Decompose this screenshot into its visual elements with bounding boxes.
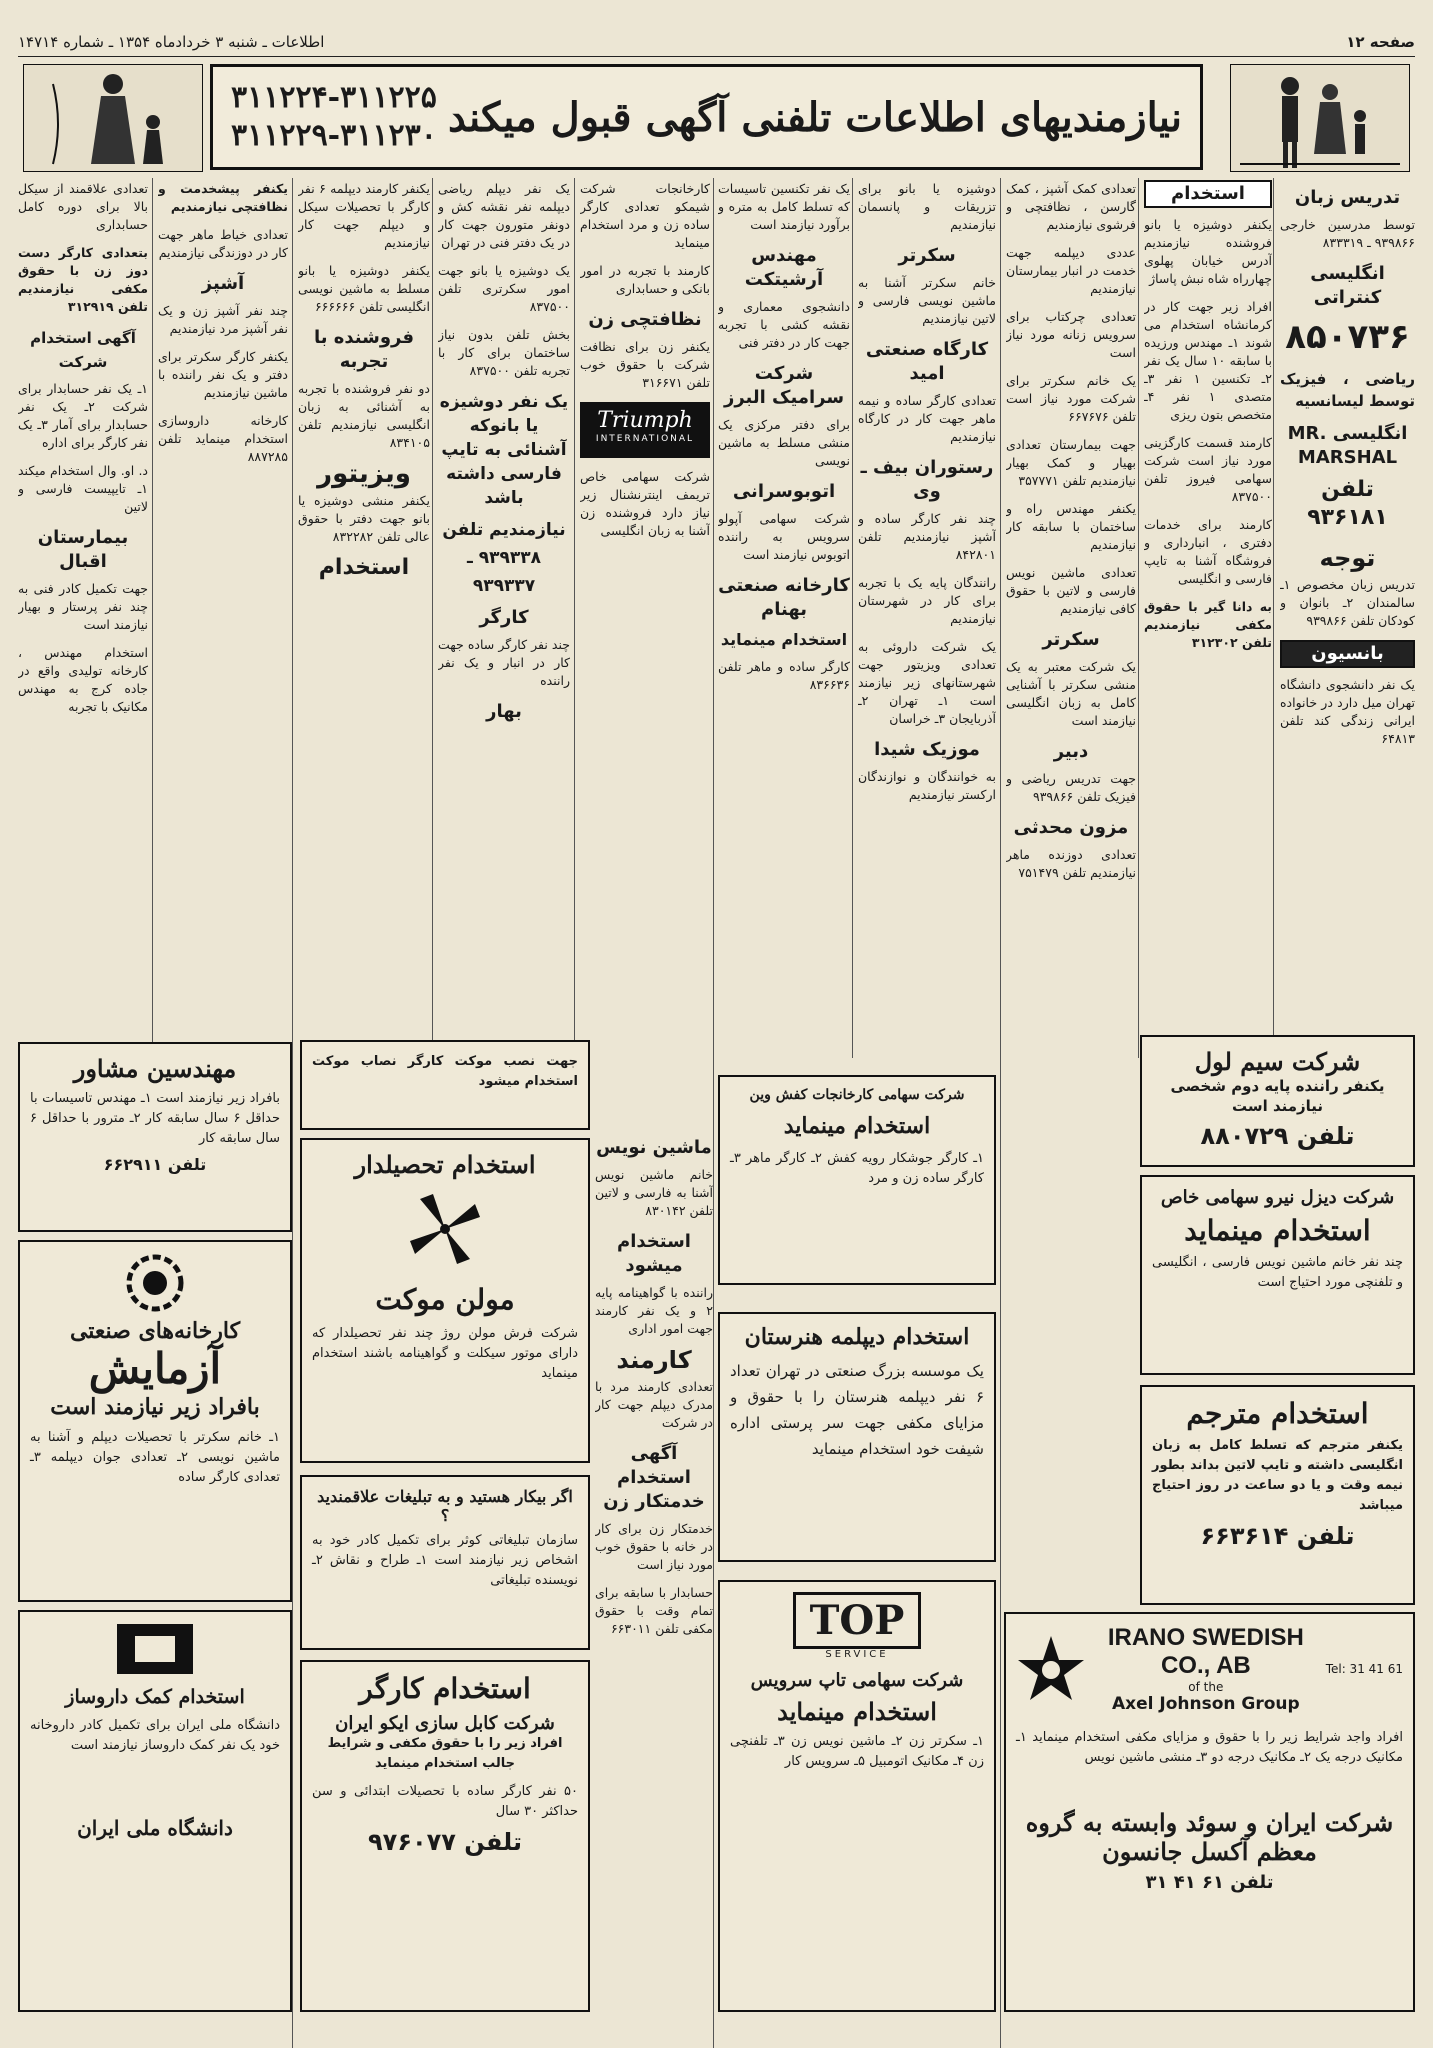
- column-divider: [574, 178, 575, 1058]
- gear-logo-icon: [30, 1252, 280, 1318]
- employment-heading: استخدام: [1144, 180, 1272, 208]
- math-heading: ریاضی ، فیزیک توسط لیسانسیه: [1280, 370, 1415, 410]
- col2-ad-5: به دانا گیر با حقوق مکفی نیازمندیم تلفن ۳۱۲۳۰۲: [1144, 599, 1272, 650]
- servant-body: خدمتکار زن برای کار در خانه با حقوق خوب مورد نیاز است: [595, 1521, 713, 1572]
- mohandesin-phone: تلفن ۶۶۲۹۱۱: [103, 1155, 207, 1174]
- iko-body: ۵۰ نفر کارگر ساده با تحصیلات ابتدائی و سن حداکثر ۳۰ سال: [312, 1784, 578, 1819]
- teacher-heading: دبیر: [1053, 741, 1089, 762]
- worker-body: چند نفر کارگر ساده جهت کار در انبار و یک نفر راننده: [438, 637, 570, 688]
- col3-ad-5: جهت بیمارستان تعدادی بهیار و کمک بهیار نیازمندیم تلفن ۳۵۷۷۷۱: [1006, 437, 1136, 488]
- contract-heading: انگلیسی کنتراتی: [1310, 263, 1385, 308]
- mokatt-top-ad: [300, 1040, 590, 1130]
- column-divider: [152, 178, 153, 1058]
- column-9: [158, 180, 288, 1060]
- hospital-heading: بیمارستان اقبال: [37, 527, 129, 572]
- top-title: شرکت سهامی تاپ سرویس: [750, 1670, 964, 1691]
- page-number: صفحه ۱۲: [1346, 33, 1415, 51]
- iko-title: شرکت کابل سازی ایکو ایران: [335, 1713, 555, 1734]
- diploma-heading: استخدام دیپلمه هنرستان: [744, 1324, 970, 1350]
- irano-of: of the: [1188, 1680, 1224, 1694]
- language-heading: تدریس زبان: [1294, 187, 1401, 208]
- col8-ad-1: یکنفر کارمند دیپلمه ۶ نفر کارگر با تحصیلات سیکل و دیپلم جهت کار نیازمندیم: [298, 181, 430, 250]
- column-3: [1006, 180, 1136, 1210]
- daroo-body: دانشگاه ملی ایران برای تکمیل کادر داروخانه خود یک نفر کمک داروساز نیازمند است: [30, 1718, 280, 1753]
- daroo-ad: [18, 1610, 292, 2012]
- column-5: [718, 180, 850, 1060]
- col8-ad-2: یکنفر دوشیزه یا بانو مسلط به ماشین نویسی انگلیسی تلفن ۶۶۶۶۶۶: [298, 263, 430, 314]
- university-logo-icon: [30, 1622, 280, 1680]
- banner-phones: [231, 79, 437, 155]
- col7-ad-2: یک دوشیزه یا بانو جهت امور سکرتری تلفن ۸۳۷۵۰۰: [438, 263, 570, 314]
- family-illustration-icon: [1225, 60, 1415, 172]
- mokatt-heading: استخدام تحصیلدار: [354, 1150, 536, 1179]
- mother-child-illustration-icon: [18, 60, 208, 172]
- ceramic-heading: شرکت سرامیک البرز: [723, 363, 845, 408]
- column-7: [438, 180, 570, 1060]
- restaurant-heading: رستوران بیف ـ وی: [860, 457, 994, 502]
- azmayesh-body: ۱ـ خانم سکرتر با تحصیلات دیپلم و آشنا به ماشین نویسی ۲ـ تعدادی جوان دیپلمه ۳ـ تعدادی کارگر ساده: [30, 1430, 280, 1485]
- factory-body: تعدادی کارگر ساده و نیمه ماهر جهت کار در کارگاه نیازمندیم: [858, 393, 996, 444]
- top-logo-block: [730, 1592, 984, 1660]
- kafsh-title: شرکت سهامی کارخانجات کفش وین: [749, 1087, 965, 1103]
- triumph-logo: Triumph: [597, 408, 693, 433]
- azmayesh-sub: بافراد زیر نیازمند است: [50, 1394, 260, 1420]
- irano-footer-phone: تلفن ۶۱ ۴۱ ۳۱: [1145, 1872, 1274, 1893]
- chef-body: چند نفر آشپز زن و یک نفر آشپز مرد نیازمندیم: [158, 303, 288, 336]
- classifieds-banner: [210, 64, 1203, 170]
- column-divider: [713, 178, 714, 2048]
- mozun-body: تعدادی دوزنده ماهر نیازمندیم تلفن ۷۵۱۴۷۹: [1006, 847, 1136, 880]
- tech-ad: یک نفر تکنسین تاسیسات که تسلط کامل به متره و برآورد نیازمند است: [718, 181, 850, 232]
- col2-ad-4: کارمند برای خدمات دفتری ، انبارداری و فروشگاه آشنا به تایپ فارسی و انگلیسی: [1144, 517, 1272, 586]
- azmayesh-heading: کارخانه‌های صنعتی: [69, 1318, 241, 1344]
- col2-ad-3: کارمند قسمت کارگزینی مورد نیاز است شرکت سهامی فیروز تلفن ۸۳۷۵۰۰: [1144, 435, 1272, 504]
- translator-heading: استخدام مترجم: [1186, 1397, 1369, 1430]
- mohandesin-body: بافراد زیر نیازمند است ۱ـ مهندس تاسیسات با حداقل ۶ سال سابقه کار ۲ـ مترور با حداقل ۶ سال سابقه کار: [30, 1091, 280, 1146]
- language-body: توسط مدرسین خارجی ۹۳۹۸۶۶ ـ ۸۳۳۳۱۹: [1280, 217, 1415, 250]
- top-logo: TOP: [793, 1592, 922, 1649]
- column-divider: [1273, 178, 1274, 1058]
- column-6: [580, 180, 710, 1060]
- banner-phone-1: ۳۱۱۲۲۴-۳۱۱۲۲۵: [231, 80, 437, 115]
- driver-ad: رانندگان پایه یک با تجربه برای کار در شهرستان نیازمندیم: [858, 575, 996, 626]
- irano-group: Axel Johnson Group: [1111, 1694, 1300, 1714]
- seller-heading: فروشنده با تجربه: [313, 327, 415, 372]
- col8-jobs-heading: استخدام: [318, 555, 410, 580]
- simlol-title: شرکت سیم لول: [1194, 1047, 1361, 1076]
- servant-heading: آگهی استخدام خدمتکار زن: [603, 1443, 705, 1512]
- irano-footer: شرکت ایران و سوئد وابسته به گروه معظم آکسل جانسون: [1025, 1808, 1394, 1866]
- simlol-phone: تلفن ۸۸۰۷۲۹: [1200, 1122, 1355, 1150]
- diesel-heading: استخدام مینماید: [1184, 1214, 1371, 1247]
- col6-ad-1: کارخانجات شرکت شیمکو تعدادی کارگر ساده زن و مرد استخدام مینماید: [580, 181, 710, 250]
- column-divider: [1138, 178, 1139, 1058]
- col6-ad-2: کارمند با تجربه در امور بانکی و حسابداری: [580, 263, 710, 296]
- architect-heading: مهندس آرشیتکت: [744, 245, 824, 290]
- banner-phone-2: ۳۱۱۲۲۹-۳۱۱۲۳۰: [231, 118, 437, 153]
- mokatt-ad: [300, 1138, 590, 1463]
- visitor-body: یکنفر منشی دوشیزه یا بانو جهت دفتر با حقوق عالی تلفن ۸۳۲۲۸۲: [298, 493, 430, 544]
- contract-phone: ۸۵۰۷۳۶: [1285, 317, 1410, 357]
- column-10: [18, 180, 148, 1060]
- issue-info: اطلاعات ـ شنبه ۳ خردادماه ۱۳۵۴ ـ شماره ۱۴۷۱۴: [18, 33, 325, 51]
- translator-body: یکنفر مترجم که تسلط کامل به زبان انگلیسی داشته و تایپ لاتین بداند بطور نیمه وقت و یا دو ساعت در روز احتیاج میباشد: [1152, 1438, 1403, 1513]
- col9-ad-1: یکنفر پیشخدمت و نظافتچی نیازمندیم: [158, 181, 288, 214]
- factory2-heading: کارخانه صنعتی بهنام: [718, 575, 850, 620]
- visitor-heading: ویزیتور: [317, 459, 411, 489]
- mohandesin-ad: [18, 1042, 292, 1232]
- star-logo-icon: [1016, 1634, 1086, 1704]
- irano-header: [1016, 1624, 1403, 1714]
- col3-ad-1: تعدادی کمک آشپز ، کمک گارسن ، نظافتچی و فرشوی نیازمندیم: [1006, 181, 1136, 232]
- col9-ad-2: تعدادی خیاط ماهر جهت کار در دوزندگی نیازمندیم: [158, 227, 288, 260]
- irano-name: IRANO SWEDISH CO., AB: [1107, 1624, 1304, 1679]
- employ2-heading: استخدام میشود: [617, 1231, 691, 1276]
- notice-heading: آگهی استخدام شرکت: [30, 329, 136, 371]
- seller-body: دو نفر فروشنده با تجربه به آشنائی به زبان انگلیسی نیازمندیم تلفن ۸۳۴۱۰۵: [298, 381, 430, 450]
- typist-body: خانم ماشین نویس آشنا به فارسی و لاتین تلفن ۸۳۰۱۴۲: [595, 1167, 713, 1218]
- banisian-body: یک نفر دانشجوی دانشگاه تهران میل دارد در خانواده ایرانی زندگی کند تلفن ۶۴۸۱۳: [1280, 677, 1415, 746]
- irano-swedish-ad: [1004, 1612, 1415, 2012]
- music-heading: موزیک شیدا: [874, 739, 980, 760]
- translator-phone: تلفن ۶۶۳۶۱۴: [1200, 1522, 1355, 1550]
- triumph-logo-box: [580, 402, 710, 458]
- mokatt-top-text: جهت نصب موکت کارگر نصاب موکت استخدام میشود: [312, 1054, 578, 1089]
- page-header: [18, 28, 1415, 57]
- ceramic-body: برای دفتر مرکزی یک منشی مسلط به ماشین نویسی: [718, 417, 850, 468]
- mozun-heading: مزون محدثی: [1013, 817, 1129, 838]
- factory2-sub: استخدام مینماید: [720, 630, 848, 649]
- mokatt-logo: مولن موکت: [375, 1283, 515, 1316]
- triumph-body: شرکت سهامی خاص تریمف اینترنشنال زیر نیاز دارد فروشنده زن آشنا به زبان انگلیسی: [580, 469, 710, 538]
- top-heading: استخدام مینماید: [777, 1697, 937, 1726]
- english-heading: انگلیسی MR. MARSHAL: [1287, 423, 1408, 468]
- top-body: ۱ـ سکرتر زن ۲ـ ماشین نویس زن ۳ـ تلفنچی زن ۴ـ مکانیک اتومبیل ۵ـ سرویس کار: [730, 1734, 985, 1769]
- col2-ad-2: افراد زیر جهت کار در کرمانشاه استخدام می شوند ۱ـ مهندس ورزیده با سابقه ۱۰ سال یک نفر ۲ـ تکنسین ۱ نفر ۳ـ متصدی ۱ نفر ۴ـ متخصص بتون ریزی: [1144, 299, 1272, 422]
- col10-ad-1: تعدادی علاقمند از سیکل بالا برای دوره کامل حسابداری: [18, 181, 148, 232]
- tabligh-heading: اگر بیکار هستید و به تبلیغات علاقمندید ؟: [317, 1487, 573, 1525]
- attention-body: تدریس زبان مخصوص ۱ـ سالمندان ۲ـ بانوان و کودکان تلفن ۹۳۹۸۶۶: [1280, 577, 1415, 628]
- karmand-heading: کارمند: [616, 1346, 692, 1374]
- iko-ad: [300, 1660, 590, 2012]
- top-sub: SERVICE: [825, 1649, 889, 1660]
- iko-phone: تلفن ۹۷۶۰۷۷: [368, 1828, 522, 1856]
- apollo-heading: اتوبوسرانی: [732, 481, 836, 502]
- factory-heading: کارگاه صنعتی امید: [865, 339, 989, 384]
- col3-secretary-body: یک شرکت معتبر به یک منشی سکرتر با آشنایی کامل به زبان انگلیسی نیازمند است: [1006, 659, 1136, 728]
- irano-tel: Tel: 31 41 61: [1325, 1662, 1403, 1676]
- diesel-body: چند نفر خانم ماشین نویس فارسی ، انگلیسی و تلفنچی مورد احتیاج است: [1152, 1255, 1403, 1290]
- col10-ad-2: بتعدادی کارگر دست دوز زن با حقوق مکفی نیازمندیم تلفن ۳۱۲۹۱۹: [18, 245, 148, 314]
- column-divider: [432, 178, 433, 1058]
- col7-ad-3: بخش تلفن بدون نیاز ساختمان برای کار با تجربه تلفن ۸۳۷۵۰۰: [438, 327, 570, 378]
- col3-ad-4: یک خانم سکرتر برای شرکت مورد نیاز است تلفن ۶۶۷۶۷۶: [1006, 373, 1136, 424]
- factory2-body: کارگر ساده و ماهر تلفن ۸۳۶۶۳۶: [718, 659, 850, 692]
- col2-ad-1: یکنفر دوشیزه یا بانو فروشنده نیازمندیم آدرس خیابان پهلوی چهارراه شاه نبش پاساژ: [1144, 217, 1272, 286]
- col3-ad-2: عددی دیپلمه جهت خدمت در انبار بیمارستان نیازمندیم: [1006, 245, 1136, 296]
- col4-ad-1: دوشیزه یا بانو برای تزریقات و پانسمان نیازمندیم: [858, 181, 996, 232]
- music-body: به خوانندگان و نوازندگان ارکستر نیازمندیم: [858, 769, 996, 802]
- banisian-heading: بانسیون: [1280, 640, 1415, 668]
- diesel-title: شرکت دیزل نیرو سهامی خاص: [1160, 1187, 1395, 1208]
- architect-body: دانشجوی معماری و نقشه کشی با تجربه جهت کار در دفتر فنی: [718, 299, 850, 350]
- kafsh-ad: [718, 1075, 996, 1285]
- karmand-body: تعدادی کارمند مرد با مدرک دیپلم جهت کار در شرکت: [595, 1379, 713, 1430]
- irano-name-block: [1086, 1624, 1326, 1714]
- tabligh-body: سازمان تبلیغاتی کوثر برای تکمیل کادر خود به اشخاص زیر نیازمند است ۱ـ طراح و نقاش ۲ـ نویسنده تبلیغاتی: [312, 1533, 578, 1588]
- girl-phone: نیازمندیم تلفن ۹۳۹۳۳۸ ـ ۹۳۹۳۳۷: [442, 520, 566, 596]
- triumph-sub: INTERNATIONAL: [595, 434, 695, 444]
- iko-heading: استخدام کارگر: [359, 1672, 531, 1705]
- col4-secretary-heading: سکرتر: [898, 245, 956, 266]
- col4-secretary-body: خانم سکرتر آشنا به ماشین نویسی فارسی و لاتین نیازمندیم: [858, 275, 996, 326]
- simlol-ad: [1140, 1035, 1415, 1167]
- column-8: [298, 180, 430, 1060]
- pharma-ad: یک شرکت داروئی به تعدادی ویزیتور جهت شهرستانهای زیر نیازمند است ۱ـ تهران ۲ـ آذربایجان ۳ـ خراسان: [858, 639, 996, 726]
- translator-ad: [1140, 1385, 1415, 1605]
- engineer-ad: استخدام مهندس ، کارخانه تولیدی واقع در جاده کرج به مهندس مکانیک با تجربه: [18, 645, 148, 714]
- hospital-body: جهت تکمیل کادر فنی به چند نفر پرستار و بهیار نیازمند است: [18, 581, 148, 632]
- column-1: [1280, 180, 1415, 1060]
- column-divider: [1000, 178, 1001, 2048]
- col7-ad-1: یک نفر دیپلم ریاضی دیپلمه نفر نقشه کش و دونفر متورون جهت کار در یک دفتر فنی در تهران: [438, 181, 570, 250]
- tabligh-ad: [300, 1475, 590, 1650]
- azmayesh-title: آزمایش: [88, 1344, 222, 1393]
- col3-ad-7: تعدادی ماشین نویس فارسی و لاتین با حقوق کافی نیازمندیم: [1006, 565, 1136, 616]
- col3-secretary-heading: سکرتر: [1042, 629, 1100, 650]
- apollo-body: شرکت سهامی آپولو سرویس به راننده اتوبوس نیازمند است: [718, 511, 850, 562]
- banner-title: نیازمندیهای اطلاعات تلفنی آگهی قبول میکند: [448, 93, 1182, 141]
- daroo-footer: دانشگاه ملی ایران: [77, 1816, 233, 1840]
- iko-sub: افراد زیر را با حقوق مکفی و شرایط جالب استخدام مینماید: [327, 1736, 563, 1771]
- kafsh-heading: استخدام مینماید: [783, 1113, 931, 1139]
- girl-heading: یک نفر دوشیزه یا بانوکه آشنائی به تایپ فارسی داشته باشد: [439, 392, 569, 508]
- column-mid-small: [595, 1130, 713, 2000]
- diploma-body: یک موسسه بزرگ صنعتی در تهران تعداد ۶ نفر دیپلمه هنرستان را با حقوق و مزایای مکفی جهت سر پرستی اداره شیفت خود استخدام مینماید: [730, 1362, 984, 1458]
- diploma-ad: [718, 1312, 996, 1562]
- acct-ad: حسابدار با سابقه برای تمام وقت با حقوق مکفی تلفن ۶۶۳۰۱۱: [595, 1585, 713, 1636]
- cleaner-body: یکنفر زن برای نظافت شرکت با حقوق خوب تلفن ۳۱۶۶۷۱: [580, 339, 710, 390]
- worker-heading: کارگر: [479, 607, 529, 628]
- column-divider: [292, 178, 293, 2048]
- col3-ad-6: یکنفر مهندس راه و ساختمان با سابقه کار نیازمندیم: [1006, 501, 1136, 552]
- typist-heading: ماشین نویس: [596, 1137, 712, 1158]
- cleaner-heading: نظافتچی زن: [588, 309, 702, 330]
- azmayesh-ad: [18, 1240, 292, 1602]
- notice-body: ۱ـ یک نفر حسابدار برای شرکت ۲ـ یک نفر حسابدار برای آمار ۳ـ یک نفر کارگر برای اداره: [18, 381, 148, 450]
- windmill-icon: [312, 1189, 578, 1273]
- column-divider: [852, 178, 853, 1058]
- column-4: [858, 180, 996, 1060]
- column-2: [1144, 180, 1272, 1060]
- col3-ad-3: تعدادی چرکتاب برای سرویس زنانه مورد نیاز است: [1006, 309, 1136, 360]
- simlol-body: یکنفر راننده پایه دوم شخصی نیازمند است: [1170, 1077, 1385, 1115]
- teacher-body: جهت تدریس ریاضی و فیزیک تلفن ۹۳۹۸۶۶: [1006, 771, 1136, 804]
- restaurant-body: چند نفر کارگر ساده و آشپز نیازمندیم تلفن ۸۴۲۸۰۱: [858, 511, 996, 562]
- col9-ad-4: کارخانه داروسازی استخدام مینماید تلفن ۸۸۷۲۸۵: [158, 413, 288, 464]
- top-service-ad: [718, 1580, 996, 2012]
- col9-ad-3: یکنفر کارگر سکرتر برای دفتر و یک نفر راننده با ماشین نیازمندیم: [158, 349, 288, 400]
- col10-ad-3: د. او. وال استخدام میکند ۱ـ تایپیست فارسی و لاتین: [18, 463, 148, 514]
- bahar-label: بهار: [486, 701, 522, 722]
- kafsh-body: ۱ـ کارگر جوشکار رویه کفش ۲ـ کارگر ماهر ۳ـ کارگر ساده زن و مرد: [730, 1151, 984, 1186]
- daroo-heading: استخدام کمک داروساز: [65, 1686, 245, 1708]
- mokatt-body: شرکت فرش مولن روژ چند نفر تحصیلدار که دارای موتور سیکلت و گواهینامه باشند استخدام مینماید: [312, 1326, 578, 1381]
- employ2-body: راننده با گواهینامه پایه ۲ و یک نفر کارمند جهت امور اداری: [595, 1285, 713, 1336]
- attention-heading: توجه: [1319, 544, 1376, 572]
- english-phone: تلفن ۹۳۶۱۸۱: [1307, 477, 1388, 530]
- chef-heading: آشپز: [201, 273, 245, 294]
- diesel-ad: [1140, 1175, 1415, 1375]
- mohandesin-title: مهندسین مشاور: [73, 1054, 237, 1083]
- irano-body: افراد واجد شرایط زیر را با حقوق و مزایای مکفی استخدام مینماید ۱ـ مکانیک درجه یک ۲ـ مکانیک درجه دو ۳ـ منشی ماشین نویس: [1016, 1730, 1403, 1765]
